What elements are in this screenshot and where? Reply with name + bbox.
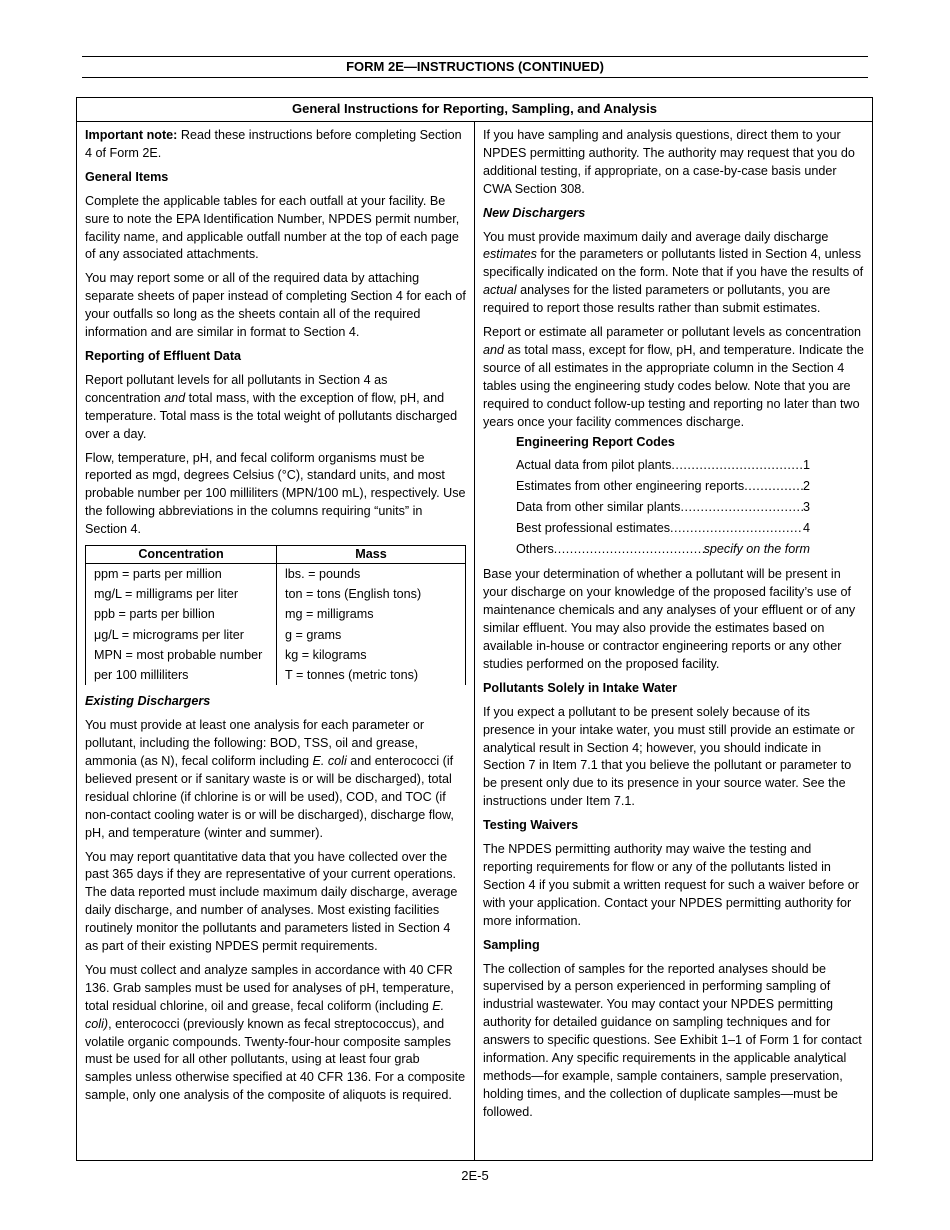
table-cell: ton = tons (English tons) (277, 584, 466, 604)
table-row (86, 564, 466, 585)
new-paragraph-2: Report or estimate all parameter or pollutant levels as concentration and as total mass, except for flow, pH, and temperature. Indicate the source of all estimates in the appropriate column in the Section 4 tables using the engineering study codes below. Note that you are required to conduct follow-up testing and reporting no later than two years once your facility commences discharge. (483, 325, 864, 429)
right-column (475, 122, 872, 1160)
general-items-heading: General Items (85, 169, 169, 184)
existing-dischargers-heading: Existing Dischargers (85, 694, 211, 709)
units-table-header: Mass (277, 546, 466, 564)
important-note: Important note: Read these instructions before completing Section 4 of Form 2E. (85, 128, 462, 160)
list-item: Actual data from pilot plants ..... 1 (516, 455, 810, 476)
table-row (86, 584, 466, 604)
table-cell: kg = kilograms (277, 645, 466, 665)
existing-paragraph-2: You may report quantitative data that you have collected over the past 365 days if they are representative of your current operations. The data reported must include maximum daily discharge, average daily discharge, and number of analyses. Most existing facilities routinely monitor the pollutants and parameters listed in Section 4 as part of their existing NPDES permit requirements. (85, 849, 458, 954)
table-cell: ppb = parts per billion (86, 604, 277, 624)
sampling-paragraph: The collection of samples for the reported analyses should be supervised by a person experienced in performing sampling of industrial wastewater. You may contact your NPDES permitting authority for detailed guidance on sampling techniques and for answers to specific questions. See Exhibit 1–1 of Form 1 for contact information. Any specific requirements in the applicable analytical methods—for example, sample containers, sample preservation, holding times, and the collection of duplicate samples—must be followed. (483, 961, 862, 1119)
table-row (86, 665, 466, 685)
testing-waivers-heading: Testing Waivers (483, 818, 579, 833)
header-bottom-rule (82, 77, 868, 78)
engineering-codes-heading: Engineering Report Codes (516, 434, 675, 449)
new-paragraph-1: You must provide maximum daily and average daily discharge estimates for the parameters or pollutants listed in Section 4, unless specifically indicated on the form. Note that if you have the results of actual analyses for the listed parameters or pollutants, you are required to report those results rather than submit estimates. (483, 229, 864, 316)
engineering-codes-list (516, 434, 810, 561)
page-number: 2E-5 (461, 1168, 489, 1183)
form-title: FORM 2E—INSTRUCTIONS (CONTINUED) (346, 59, 604, 74)
effluent-paragraph-2: Flow, temperature, pH, and fecal coliform organisms must be reported as mgd, degrees Celsius (°C), standard units, and most probable number per 100 milliliters (MPN/100 mL), respectively. Use the following abbreviations in the columns requiring “units” in Section 4. (85, 450, 466, 537)
list-item: Estimates from other engineering reports ..... 2 (516, 476, 810, 497)
list-item: Others ..... specify on the form (516, 539, 810, 560)
existing-paragraph-1: You must provide at least one analysis for each parameter or pollutant, including the following: BOD, TSS, oil and grease, ammonia (as N), fecal coliform including E. coli and enterococci (if believed present or if sanitary waste is or will be discharged), total residual chlorine (if chlorine is or will be used), COD, and TOC (if non-contact cooling water is or will be discharged), discharge flow, pH, and temperature (winter and summer). (85, 718, 454, 840)
units-table (85, 545, 466, 685)
table-cell: per 100 milliliters (86, 665, 277, 685)
new-dischargers-heading: New Dischargers (483, 205, 586, 220)
table-cell: T = tonnes (metric tons) (277, 665, 466, 685)
table-cell: g = grams (277, 625, 466, 645)
table-cell: mg = milligrams (277, 604, 466, 624)
intro-paragraph: If you have sampling and analysis questions, direct them to your NPDES permitting authority. The authority may request that you do additional testing, if appropriate, on a case-by-case basis under CWA Section 308. (483, 128, 855, 196)
table-cell: lbs. = pounds (277, 564, 466, 585)
effluent-paragraph-1: Report pollutant levels for all pollutants in Section 4 as concentration and total mass, with the exception of flow, pH, and temperature. Total mass is the total weight of pollutants discharged over a day. (85, 372, 458, 441)
table-cell: μg/L = micrograms per liter (86, 625, 277, 645)
list-item: Best professional estimates ..... 4 (516, 518, 810, 539)
base-paragraph: Base your determination of whether a pollutant will be present in your discharge on your knowledge of the proposed facility’s use of maintenance chemicals and any analyses of your effluent or of any similar effluent. You may also provide the estimates based on available in-house or contractor engineering reports or any other studies performed on the proposed facility. (483, 567, 856, 671)
header-top-rule (82, 56, 868, 57)
table-cell: ppm = parts per million (86, 564, 277, 585)
instructions-box (76, 97, 873, 1161)
table-cell: MPN = most probable number (86, 645, 277, 665)
sampling-heading: Sampling (483, 937, 540, 952)
table-cell: mg/L = milligrams per liter (86, 584, 277, 604)
intake-water-paragraph: If you expect a pollutant to be present solely because of its presence in your intake water, you must still provide an estimate or analytical result in Section 4; however, you should indicate in Section 7 in Item 7.1 that you believe the pollutant or parameter to be present only due to its presence in your source water. See the instructions under Item 7.1. (483, 704, 855, 809)
units-table-header: Concentration (86, 546, 277, 564)
existing-paragraph-3: You must collect and analyze samples in accordance with 40 CFR 136. Grab samples must be used for analyses of pH, temperature, total residual chlorine, oil and grease, fecal coliform (including E. coli), enterococci (previously known as fecal streptococcus), and volatile organic compounds. Twenty-four-hour composite samples must be used for all other pollutants, using at least four grab samples unless otherwise specified at 40 CFR 136. For a composite sample, only one analysis of the composite of aliquots is required. (85, 962, 466, 1103)
intake-water-heading: Pollutants Solely in Intake Water (483, 680, 678, 695)
box-title: General Instructions for Reporting, Sampling, and Analysis (77, 98, 872, 122)
general-items-paragraph-2: You may report some or all of the required data by attaching separate sheets of paper instead of completing Section 4 for each of your outfalls so long as the sheets contain all of the required information and are similar in format to Section 4. (85, 271, 466, 340)
general-items-paragraph-1: Complete the applicable tables for each outfall at your facility. Be sure to note the EPA Identification Number, NPDES permit number, facility name, and applicable outfall number at the top of each page of any associated attachments. (85, 193, 460, 262)
effluent-data-heading: Reporting of Effluent Data (85, 348, 242, 363)
testing-waivers-paragraph: The NPDES permitting authority may waive the testing and reporting requirements for flow or any of the pollutants listed in Section 4 if you submit a written request for such a waiver before or with your application. Contact your NPDES permitting authority for more information. (483, 842, 859, 928)
table-row (86, 604, 466, 624)
table-row (86, 645, 466, 665)
list-item: Data from other similar plants ..... 3 (516, 497, 810, 518)
left-column (77, 122, 475, 1160)
table-row (86, 625, 466, 645)
